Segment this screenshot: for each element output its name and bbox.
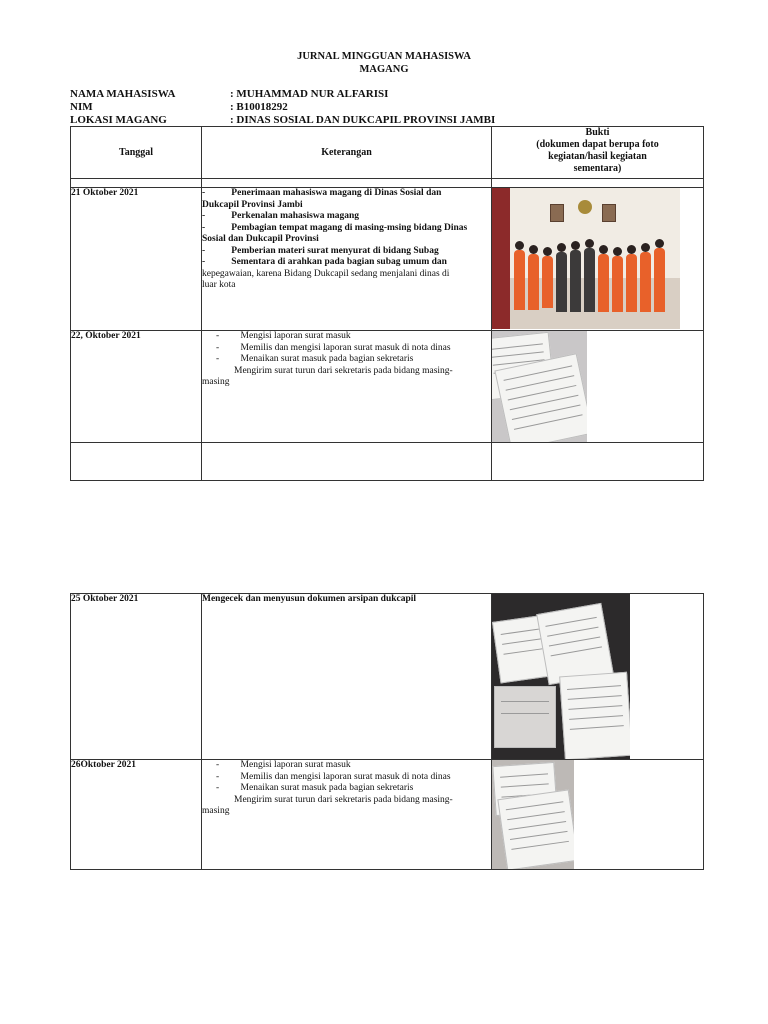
list-item: - Pembagian tempat magang di masing-msing bidang Dinas	[202, 222, 468, 233]
row-date: 25 Oktober 2021	[71, 594, 202, 760]
list-item-cont: Sosial dan Dukcapil Provinsi	[202, 234, 319, 244]
list-item: - Pemberian materi surat menyurat di bidang Subag	[202, 245, 439, 256]
emblem-icon	[578, 200, 592, 214]
journal-table	[70, 126, 704, 481]
list-item-cont: masing	[202, 806, 230, 816]
row-bukti	[492, 331, 704, 443]
header-keterangan: Keterangan	[202, 127, 492, 179]
journal-title-line1: JURNAL MINGGUAN MAHASISWA	[297, 51, 471, 62]
documents-photo	[492, 760, 574, 869]
item-text: Memilis dan mengisi laporan surat masuk di nota dinas	[240, 771, 451, 782]
item-text: Mengisi laporan surat masuk	[240, 331, 351, 341]
row-bukti	[492, 760, 704, 870]
row-bukti	[492, 594, 704, 760]
info-value: : MUHAMMAD NUR ALFARISI	[230, 88, 389, 100]
list-item: Mengirim surat turun dari sekretaris pada bidang masing-	[234, 794, 453, 805]
header-tanggal: Tanggal	[71, 127, 202, 179]
table-row	[71, 188, 704, 331]
row-bukti	[492, 188, 704, 331]
table-row	[71, 331, 704, 443]
list-item-cont: Dukcapil Provinsi Jambi	[202, 199, 303, 210]
item-text: Menaikan surat masuk pada bagian sekretaris	[240, 783, 414, 793]
item-text: Menaikan surat masuk pada bagian sekretaris	[240, 354, 414, 364]
documents-photo	[492, 331, 587, 442]
info-label: LOKASI MAGANG	[70, 114, 167, 126]
list-item-cont: kepegawaian, karena Bidang Dukcapil sedang menjalani dinas di	[202, 268, 450, 279]
row-date: 21 Oktober 2021	[71, 188, 202, 331]
list-item: - Mengisi laporan surat masuk	[216, 760, 351, 770]
list-item: - Memilis dan mengisi laporan surat masuk di nota dinas	[216, 771, 451, 782]
row-keterangan	[202, 331, 492, 443]
list-item: Mengirim surat turun dari sekretaris pada bidang masing-	[234, 365, 453, 376]
list-item: - Memilis dan mengisi laporan surat masuk di nota dinas	[216, 342, 451, 353]
row-date: 26Oktober 2021	[71, 760, 202, 870]
spacer-row	[71, 179, 704, 188]
header-bukti-line: Bukti	[585, 127, 610, 138]
list-item: - Menaikan surat masuk pada bagian sekretaris	[216, 354, 414, 364]
item-text: Memilis dan mengisi laporan surat masuk di nota dinas	[240, 342, 451, 353]
journal-table-continued	[70, 593, 704, 870]
row-keterangan	[202, 760, 492, 870]
row-date: 22, Oktober 2021	[71, 331, 202, 443]
item-text: Penerimaan mahasiswa magang di Dinas Sosial dan	[231, 188, 442, 198]
list-item: - Menaikan surat masuk pada bagian sekretaris	[216, 783, 414, 793]
item-text: Pemberian materi surat menyurat di bidang Subag	[231, 245, 439, 256]
list-item: - Penerimaan mahasiswa magang di Dinas Sosial dan	[202, 188, 442, 198]
table-header-row	[71, 127, 704, 179]
item-text: Perkenalan mahasiswa magang	[231, 211, 360, 221]
item-text: Mengisi laporan surat masuk	[240, 760, 351, 770]
list-item: Mengecek dan menyusun dokumen arsipan dukcapil	[202, 594, 417, 604]
table-row-empty	[71, 443, 704, 481]
header-bukti-line: (dokumen dapat berupa foto	[536, 139, 659, 150]
info-value: : DINAS SOSIAL DAN DUKCAPIL PROVINSI JAMBI	[230, 114, 496, 126]
header-bukti-line: sementara)	[573, 163, 622, 174]
item-text: Pembagian tempat magang di masing-msing bidang Dinas	[231, 222, 468, 233]
group-photo	[492, 188, 680, 329]
list-item-cont: luar kota	[202, 280, 236, 290]
row-keterangan	[202, 188, 492, 331]
row-keterangan	[202, 594, 492, 760]
list-item: - Sementara di arahkan pada bagian subag umum dan	[202, 257, 447, 267]
journal-title-line2: MAGANG	[359, 64, 409, 75]
list-item: - Mengisi laporan surat masuk	[216, 331, 351, 341]
item-text: Sementara di arahkan pada bagian subag umum dan	[231, 257, 447, 267]
info-value: : B10018292	[230, 101, 288, 113]
header-bukti	[492, 127, 704, 179]
list-item-cont: masing	[202, 377, 230, 387]
info-label: NIM	[70, 101, 93, 113]
info-label: NAMA MAHASISWA	[70, 88, 176, 100]
table-row	[71, 760, 704, 870]
header-bukti-line: kegiatan/hasil kegiatan	[548, 151, 647, 162]
table-row	[71, 594, 704, 760]
list-item: - Perkenalan mahasiswa magang	[202, 211, 360, 221]
documents-photo	[492, 594, 630, 759]
